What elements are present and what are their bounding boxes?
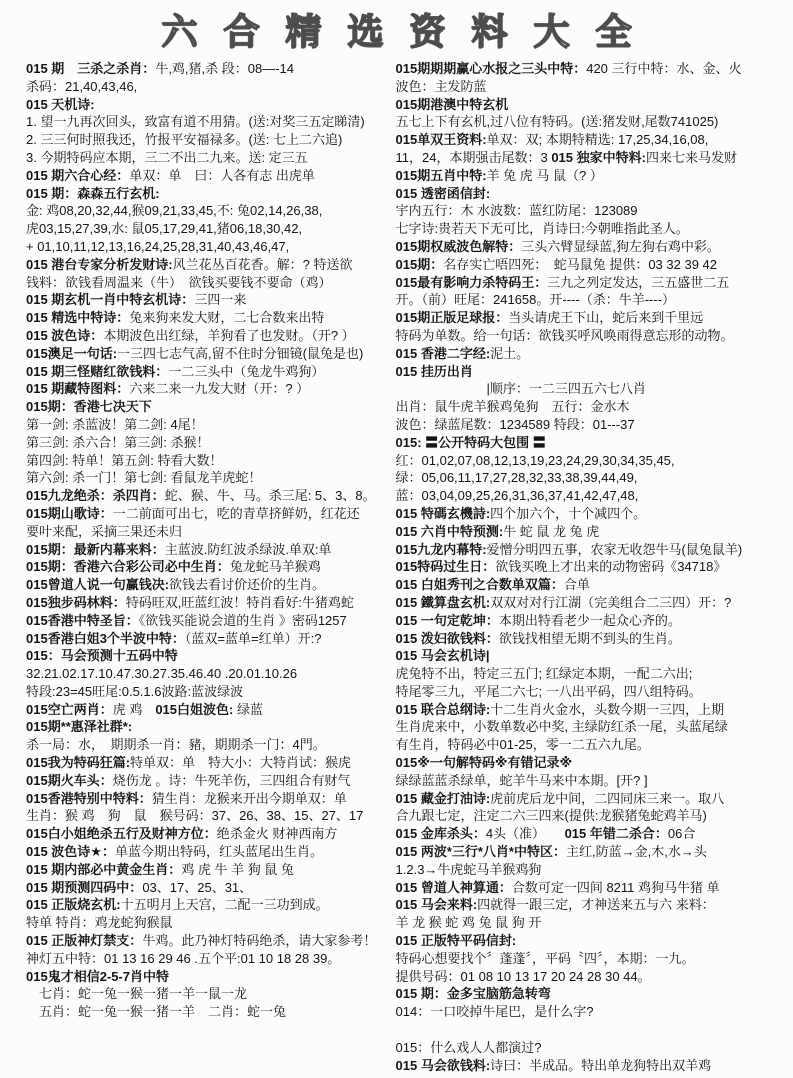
bold-label: 015单双王资料:	[395, 132, 487, 148]
text-segment: 杀一局：水， 期期杀一肖：豬，期期杀一门：4門。	[26, 737, 326, 753]
bold-label: 015期正版足球报：	[395, 310, 509, 326]
bold-label: 015特码过生日：	[395, 559, 496, 575]
text-segment: 虎兔特不出，特定三五门; 红绿定本期，一配二六出;	[395, 666, 693, 682]
text-segment: 蓝：03,04,09,25,26,31,36,37,41,42,47,48,	[395, 488, 639, 504]
bold-label: 015 马会玄机诗|	[395, 648, 490, 664]
bold-label: 015 波色诗：	[26, 327, 104, 343]
text-line	[396, 1003, 793, 1021]
text-line	[26, 896, 392, 914]
text-segment: 牛 蛇 鼠 龙 兔 虎	[503, 523, 600, 539]
text-segment: 十二生肖火金水，头数今期一三四，上期	[490, 701, 725, 717]
text-segment: 第一剑: 杀蓝波！第二剑: 4尾！	[26, 416, 204, 432]
text-segment: 2. 三三何时照我还，竹报平安福禄多。(送: 七上二六追)	[26, 132, 343, 148]
text-line	[396, 985, 793, 1003]
bold-label: 015白姐波色:	[155, 701, 234, 717]
text-segment: 宇内五行：木 水波数：蓝红防尾：123089	[395, 203, 638, 219]
text-line	[396, 220, 793, 238]
text-line	[26, 505, 392, 523]
text-segment: 014：一口咬掉牛尾巴，是什么字?	[395, 1004, 594, 1020]
text-line	[396, 647, 793, 665]
text-line	[396, 594, 793, 612]
bold-label: 015九龙内幕特:	[395, 541, 487, 557]
text-segment: 特码心想要找个〞蓬蓬〞，平码〝四〞，本期：一九。	[395, 950, 695, 966]
text-line	[26, 807, 392, 825]
text-segment: 绿绿蓝蓝杀绿单，蛇羊牛马来中本期。[开? ]	[395, 772, 648, 788]
text-line	[26, 363, 392, 381]
text-segment: 3. 今期特码应本期，三二不出二九来。送: 定三五	[26, 149, 308, 165]
text-segment: 兔龙蛇马羊猴鸡	[229, 559, 321, 575]
bold-label: 015 金库杀头：	[395, 826, 486, 842]
text-line	[396, 149, 793, 167]
text-segment: 牛,鸡,猪,杀 段：08—-14	[155, 61, 295, 76]
text-line	[396, 78, 793, 96]
text-segment: 单蓝今期出特码，红头蓝尾出生肖。	[114, 844, 323, 860]
bold-label: 015期港澳中特玄机	[395, 96, 509, 112]
text-segment: 泥土。	[490, 345, 530, 361]
bold-label: 015 六肖中特预测:	[395, 523, 504, 539]
text-segment: 虎03,15,27,39,水: 鼠05,17,29,41,猪06,18,30,42,	[26, 221, 303, 237]
text-segment: 当头请虎王下山，蛇后来到千里远	[508, 310, 704, 326]
text-segment: 要叶来配，采摘三果还未归	[26, 523, 183, 539]
text-line	[26, 113, 392, 131]
text-line	[396, 487, 793, 505]
left-column	[26, 60, 392, 1074]
text-line	[26, 665, 392, 683]
text-segment: |顺序：一二三四五六七八肖	[395, 381, 646, 397]
bold-label: 015 挂历出肖	[395, 363, 473, 379]
text-segment: 生肖：猴 鸡 狗 鼠 猴号码：37、26、38、15、27、17	[26, 808, 364, 824]
text-segment: 欲钱买晚上才出来的动物密码《34718》	[495, 559, 727, 575]
text-segment: 特段:23=45旺尾:0.5.1.6波路:蓝波绿波	[26, 683, 244, 699]
text-segment: 神灯五中特：01 13 16 29 46 .五个平:01 10 18 28 39。	[26, 950, 341, 966]
text-segment: 波色：绿蓝尾数：1234589 特段：01---37	[395, 416, 635, 432]
text-segment: 烧伤龙 。诗：牛死羊伤，三四组合有财气	[112, 772, 351, 788]
text-line	[26, 487, 392, 505]
text-segment: 五七上下有玄机,过八位有特码。(送:猪发财,尾数741025)	[395, 114, 719, 130]
text-line	[26, 861, 392, 879]
bold-label: 015 期：森森五行玄机:	[26, 185, 160, 201]
text-segment: 三九之列定发达，三五盛世二五	[547, 274, 730, 290]
text-segment: 一二前面可出七，吃的青草挤鲜奶，红花还	[112, 505, 360, 521]
text-line	[396, 202, 793, 220]
bold-label: 015 期 三杀之杀肖：	[26, 61, 156, 76]
text-segment: 本期波色出红绿，羊狗看了也发财。（开? ）	[103, 327, 355, 343]
bold-label: 015 特碼玄機詩:	[395, 505, 491, 521]
bold-label: 015期：	[395, 256, 444, 272]
text-segment: 七肖：蛇一兔一猴一猪一羊一鼠一龙	[26, 986, 248, 1002]
text-line	[26, 96, 392, 114]
text-line	[396, 167, 793, 185]
text-segment: 兔来狗来发大财，二七合数来出特	[129, 310, 325, 326]
bold-label: 015※一句解特码※有错记录※	[395, 755, 573, 771]
text-segment: （蓝双=蓝单=红单）开:?	[184, 630, 322, 646]
text-segment: 杀码：21,40,43,46,	[26, 78, 138, 94]
text-line	[26, 950, 392, 968]
text-line	[396, 434, 793, 452]
bold-label: 015 联合总纲诗:	[395, 701, 491, 717]
text-segment: 一二三头中（兔龙牛鸡狗）	[168, 363, 325, 379]
text-segment: 420 三行中特：水、金、火	[586, 61, 742, 76]
text-segment: 欲钱去看讨价还价的生肖。	[169, 577, 326, 593]
text-line	[26, 541, 392, 559]
text-segment: 三头六臂显绿蓝,狗左狗右鸡中彩。	[521, 238, 720, 254]
bold-label: 015 期内部必中黄金生肖：	[26, 861, 182, 877]
text-line	[396, 612, 793, 630]
bold-label: 015期期期赢心水报之三头中特：	[395, 61, 587, 76]
text-segment: 绿蓝	[233, 701, 263, 717]
bold-label: 015 波色诗★：	[26, 844, 115, 860]
text-segment: 羊 兔 虎 马 鼠（? ）	[486, 167, 603, 183]
bold-label: 015 天机诗:	[26, 96, 95, 112]
bold-label: 015 鐵算盘玄机:	[395, 594, 491, 610]
text-line	[26, 327, 392, 345]
text-line	[26, 718, 392, 736]
text-segment: 有生肖，特码必中01-25，零一二五六九尾。	[395, 737, 650, 753]
text-line	[26, 309, 392, 327]
bold-label: 015期权威波色解特：	[395, 238, 522, 254]
text-segment: 4头（准）	[485, 826, 565, 842]
text-segment: 1.2.3→牛虎蛇马羊猴鸡狗	[395, 861, 542, 877]
text-line	[396, 380, 793, 398]
text-line	[26, 291, 392, 309]
text-segment: 特单双：单 特大小：大特肖试：猴虎	[130, 755, 352, 771]
text-line	[26, 274, 392, 292]
bold-label: 015 年错二杀合：	[564, 826, 668, 842]
text-line	[396, 363, 793, 381]
text-line	[26, 968, 392, 986]
bold-label: 015白小姐绝杀五行及财神方位：	[26, 826, 217, 842]
text-line	[396, 345, 793, 363]
text-line	[396, 772, 793, 790]
text-segment: 03、17、25、31、	[142, 879, 253, 895]
text-line	[26, 167, 392, 185]
text-line	[26, 576, 392, 594]
text-line	[26, 701, 392, 719]
text-segment: 提供号码：01 08 10 13 17 20 24 28 30 44。	[395, 968, 651, 984]
text-segment: 十五明月上天宫，二配一三功到成。	[120, 897, 329, 913]
text-line	[26, 60, 392, 78]
bold-label: 015 藏金打油诗:	[395, 790, 491, 806]
text-segment: 四就得一跟三定，才神送来五与六 来料：	[477, 897, 715, 913]
text-segment: 牛鸡。此乃神灯特码绝杀，请大家参考！	[142, 933, 377, 949]
text-segment: 爱憎分明四五事，农家无收怨牛马(鼠兔鼠羊)	[486, 541, 743, 557]
text-line	[396, 736, 793, 754]
text-line	[396, 754, 793, 772]
bold-label: 015 期藏特图料：	[26, 381, 130, 397]
text-line	[26, 380, 392, 398]
text-segment: 主红,防蓝→金,木,水→头	[566, 844, 707, 860]
text-segment: 生肖虎来中，小数单数必中奖, 主绿防红杀一尾，头蓝尾绿	[395, 719, 728, 735]
text-line	[396, 416, 793, 434]
text-line	[26, 256, 392, 274]
bold-label: 015澳足一句话:	[26, 345, 118, 361]
text-line	[396, 843, 793, 861]
text-segment: 合单	[563, 577, 590, 593]
text-line	[396, 469, 793, 487]
text-line	[26, 558, 392, 576]
text-segment: 特码为单数。给一句话：欲钱买呼风唤雨得意忘形的动物。	[395, 327, 734, 343]
text-line	[396, 60, 793, 78]
text-segment: 风兰花丛百花香。解：? 特送欲	[172, 256, 353, 272]
text-segment: 特单 特肖：鸡龙蛇狗猴鼠	[26, 915, 173, 931]
text-segment: 合数可定一四间 8211 鸡狗马牛猪 单	[511, 879, 720, 895]
bold-label: 015期山歌诗：	[26, 505, 113, 521]
bold-label: 015 期六合心经：	[26, 167, 130, 183]
content-columns	[0, 58, 793, 1074]
text-segment: 开。（前）旺尾：241658。开----（杀：牛羊----）	[395, 292, 676, 308]
text-line	[396, 398, 793, 416]
bold-label: 015空亡两肖：	[26, 701, 113, 717]
text-line	[396, 896, 793, 914]
text-line	[26, 612, 392, 630]
text-line	[26, 345, 392, 363]
bold-label: 015：马会预测十五码中特	[26, 648, 178, 664]
text-line	[396, 505, 793, 523]
masthead	[0, 0, 793, 58]
bold-label: 015 期预测四码中：	[26, 879, 143, 895]
bold-label: 015 独家中特料:	[551, 149, 646, 165]
bold-label: 015 期三怪赌红欲钱料：	[26, 363, 169, 379]
text-line	[26, 523, 392, 541]
bold-label: 015香港中特圣旨：	[26, 612, 139, 628]
text-segment: 单双：单 曰：人各有志 出虎单	[129, 167, 315, 183]
text-segment: 32.21.02.17.10.47.30.27.35.46.40 .20.01.10.26	[26, 666, 298, 682]
text-segment: 四来七来马发财	[645, 149, 737, 165]
text-segment: 1. 望一九再次回头，致富有道不用猜。(送:对奖三五定睇清)	[26, 114, 365, 130]
text-segment: 本期出特看老少一起众心齐的。	[498, 612, 681, 628]
text-line	[26, 131, 392, 149]
text-line	[396, 541, 793, 559]
page-title: 六合精选资料大全	[161, 10, 658, 52]
bold-label: 015九龙绝杀：杀四肖：	[26, 488, 165, 504]
text-segment: 虎前虎后龙中间，二四同床三来一。取八	[490, 790, 725, 806]
text-segment: 015：什么戏人人都演过?	[395, 1039, 542, 1055]
text-line	[396, 630, 793, 648]
text-line	[396, 291, 793, 309]
text-segment: 红：01,02,07,08,12,13,19,23,24,29,30,34,35,45,	[395, 452, 675, 468]
text-segment: 合九跟七定，注定二六三四来(提供:龙猴猪兔蛇鸡羊马)	[395, 808, 707, 824]
text-line	[396, 309, 793, 327]
text-line	[26, 825, 392, 843]
bold-label: 015 一句定乾坤：	[395, 612, 499, 628]
text-line	[26, 238, 392, 256]
bold-label: 015曾道人说一句赢钱决:	[26, 577, 170, 593]
bold-label: 015香港特别中特料：	[26, 790, 152, 806]
text-line	[26, 790, 392, 808]
text-line	[26, 772, 392, 790]
text-line	[26, 594, 392, 612]
bold-label: 015 马会来料:	[395, 897, 478, 913]
right-column	[396, 60, 793, 1074]
text-line	[396, 861, 793, 879]
bold-label: 015 正版神灯禁支：	[26, 933, 143, 949]
text-segment: 金: 鸡08,20,32,44,猴09,21,33,45,不: 兔02,14,26,38,	[26, 203, 323, 219]
text-line	[396, 558, 793, 576]
text-line	[396, 914, 793, 932]
text-line	[396, 950, 793, 968]
text-segment: 绝杀金火 财神西南方	[216, 826, 338, 842]
text-segment: 五肖：蛇一兔一猴一猪一羊 二肖：蛇一兔	[26, 1004, 287, 1020]
text-segment: 羊 龙 猴 蛇 鸡 兔 鼠 狗 开	[395, 915, 542, 931]
bold-label: 015 两波*三行*八肖*中特区：	[395, 844, 566, 860]
bold-label: 015期：香港六合彩公司必中生肖：	[26, 559, 230, 575]
text-line	[26, 914, 392, 932]
text-segment: 欲钱找相望无期不到头的生肖。	[498, 630, 681, 646]
text-segment: 七字诗:贵若天下无可比，肖诗曰:今朝唯指此圣人。	[395, 221, 689, 237]
text-line	[26, 1003, 392, 1021]
text-line	[396, 807, 793, 825]
text-segment: 双双对对行江湖（完美组合二三四）开：?	[490, 594, 732, 610]
text-line	[26, 683, 392, 701]
text-line	[396, 274, 793, 292]
text-line	[26, 434, 392, 452]
text-segment: 06合	[667, 826, 696, 842]
bold-label: 015 港台专家分析发财诗:	[26, 256, 173, 272]
bold-label: 015鬼才相信2-5-7肖中特	[26, 968, 170, 984]
bold-label: 015最有影响力杀特码王：	[395, 274, 548, 290]
text-line	[396, 1021, 793, 1039]
text-line	[396, 238, 793, 256]
text-line	[26, 630, 392, 648]
text-line	[396, 1057, 793, 1075]
text-segment: 11，24，本期强击尾数：3	[395, 149, 552, 165]
text-line	[396, 185, 793, 203]
text-line	[26, 202, 392, 220]
text-segment: 第三剑: 杀六合！第三剑: 杀猴！	[26, 434, 210, 450]
text-segment: 四个加六个，十个减四个。	[490, 505, 647, 521]
text-line	[396, 523, 793, 541]
text-line	[396, 879, 793, 897]
text-segment: 绿：05,06,11,17,27,28,32,33,38,39,44,49,	[395, 470, 638, 486]
text-line	[396, 1039, 793, 1057]
text-line	[26, 932, 392, 950]
bold-label: 015期火车头：	[26, 772, 113, 788]
text-segment: 一三四七志气高,留不住时分钿镜(鼠兔是也)	[117, 345, 364, 361]
text-line	[396, 113, 793, 131]
text-line	[396, 665, 793, 683]
bold-label: 015 泼妇欲钱料：	[395, 630, 499, 646]
text-line	[26, 452, 392, 470]
text-segment: 主蓝波.防红波杀绿波.单双:单	[164, 541, 332, 557]
text-segment: 第六剑: 杀一门！第七剑: 看鼠龙羊虎蛇！	[26, 470, 262, 486]
text-segment: 单双：双; 本期特精选: 17,25,34,16,08,	[486, 132, 709, 148]
text-segment: 鸡 虎 牛 羊 狗 鼠 兔	[181, 861, 294, 877]
bold-label: 015我为特码狂篇:	[26, 755, 131, 771]
text-line	[26, 879, 392, 897]
text-line	[26, 736, 392, 754]
text-line	[26, 398, 392, 416]
bold-label: 015 马会欲钱料:	[395, 1057, 491, 1073]
text-segment: 六来二来一九发大财（开：? ）	[129, 381, 310, 397]
text-line	[396, 576, 793, 594]
text-line	[26, 220, 392, 238]
text-segment: 波色：主发防蓝	[395, 78, 487, 94]
text-line	[26, 985, 392, 1003]
text-line	[396, 790, 793, 808]
text-line	[396, 932, 793, 950]
text-line	[26, 843, 392, 861]
text-line	[26, 78, 392, 96]
text-segment: 第四剑: 特单！第五剑: 特看大数！	[26, 452, 223, 468]
text-line	[396, 327, 793, 345]
bold-label: 015 白姐秀刊之合数单双篇：	[395, 577, 564, 593]
text-segment: 蛇、猴、牛、马。杀三尾: 5、3、8。	[164, 488, 376, 504]
bold-label: 015 正版特平码信封:	[395, 933, 517, 949]
text-line	[396, 452, 793, 470]
text-line	[396, 256, 793, 274]
bold-label: 015期：最新内幕来料：	[26, 541, 165, 557]
bold-label: 015 香港二字经:	[395, 345, 491, 361]
text-segment: 三四一来	[194, 292, 247, 308]
bold-label: 015 期玄机一肖中特玄机诗：	[26, 292, 195, 308]
text-line	[26, 416, 392, 434]
text-segment: 猜生肖：龙猴来开出今期单双：单	[151, 790, 347, 806]
text-line	[396, 718, 793, 736]
text-line	[396, 683, 793, 701]
text-line	[396, 96, 793, 114]
bold-label: 015期**惠泽社群*:	[26, 719, 133, 735]
text-line	[26, 149, 392, 167]
bold-label: 015 曾道人神算通：	[395, 879, 512, 895]
text-segment: + 01,10,11,12,13,16,24,25,28,31,40,43,46,47,	[26, 238, 290, 254]
text-line	[26, 647, 392, 665]
bold-label: 015 正版烧玄机:	[26, 897, 121, 913]
text-segment: 名存实亡唔四死： 蛇马鼠兔 提供：03 32 39 42	[443, 256, 718, 272]
bold-label: 015期五肖中特:	[395, 167, 487, 183]
text-segment: 钱料：欲钱看周温来（牛） 欲钱买要钱不要命（鸡）	[26, 274, 332, 290]
text-segment: 虎 鸡	[112, 701, 156, 717]
text-line	[396, 131, 793, 149]
text-segment: 《欲钱买能说会道的生肖 》密码1257	[138, 612, 347, 628]
bold-label: 015独步码林料：	[26, 594, 126, 610]
text-segment: 诗曰：半成品。特出单龙狗特出双羊鸡	[490, 1057, 712, 1073]
text-line	[396, 701, 793, 719]
text-line	[26, 754, 392, 772]
bold-label: 015香港白姐3个半波中特：	[26, 630, 185, 646]
bold-label: 015: 〓公开特码大包围 〓	[395, 434, 546, 450]
text-line	[396, 968, 793, 986]
text-line	[26, 469, 392, 487]
text-segment: 特尾零三九，平尾二六七; 一八出平码，四八组特码。	[395, 683, 702, 699]
bold-label: 015 精选中特诗：	[26, 310, 130, 326]
text-line	[26, 185, 392, 203]
text-segment: 出肖：鼠牛虎羊猴鸡兔狗 五行：金水木	[395, 399, 630, 415]
bold-label: 015 期：金多宝脑筋急转弯	[395, 986, 551, 1002]
bold-label: 015期：香港七决天下	[26, 399, 152, 415]
text-segment: 特码旺双,旺蓝红波！特肖看好:牛猪鸡蛇	[125, 594, 354, 610]
text-line	[396, 825, 793, 843]
bold-label: 015 透密函信封:	[395, 185, 491, 201]
